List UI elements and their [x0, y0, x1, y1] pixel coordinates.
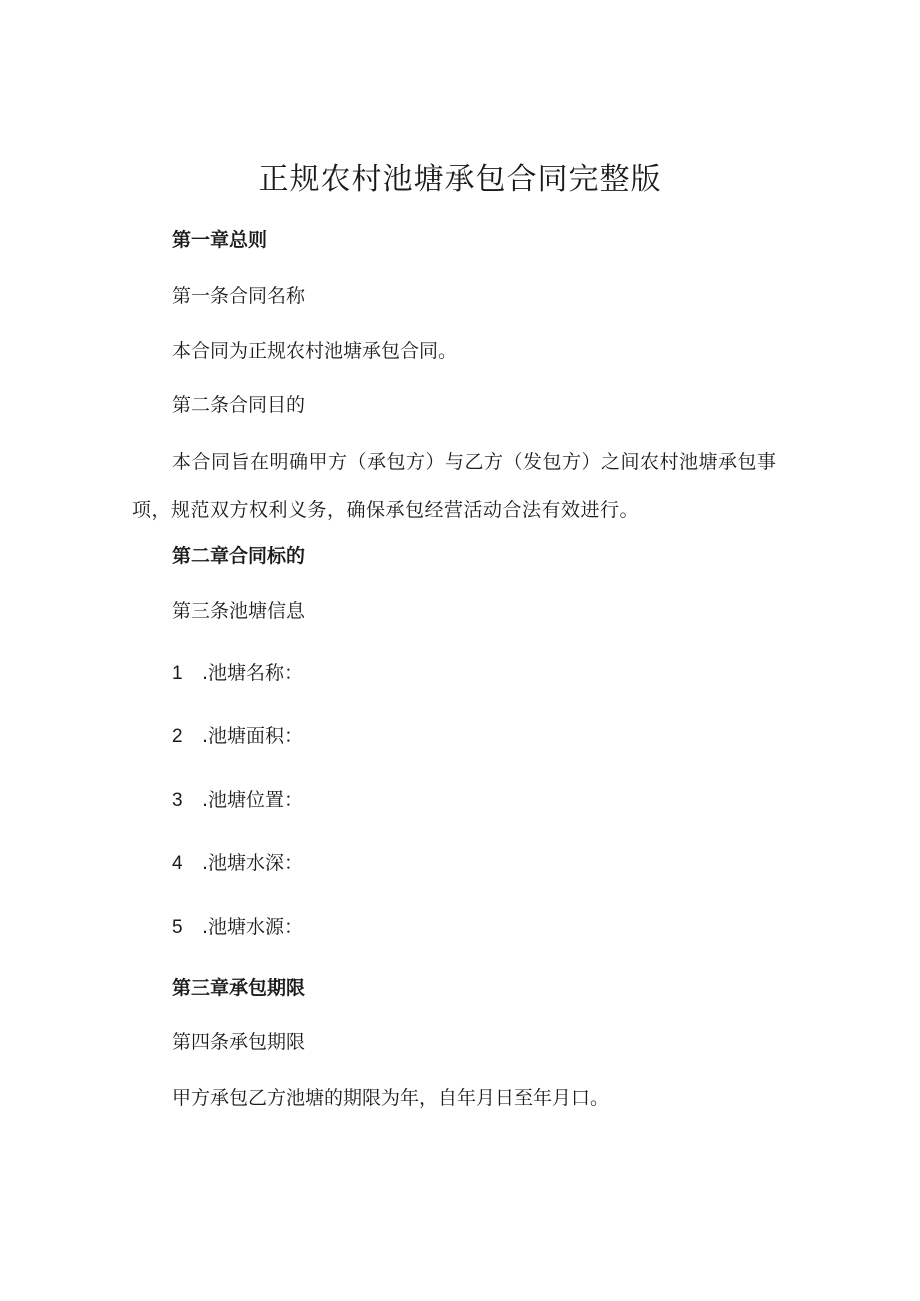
pond-info-item: [172, 722, 303, 751]
pond-info-item: [172, 913, 303, 942]
pond-info-item-number: 3: [172, 790, 183, 811]
pond-info-item: [172, 786, 303, 815]
pond-info-item: [172, 849, 303, 878]
pond-info-item-label: .池塘面积：: [202, 725, 304, 747]
pond-info-item-number: 5: [172, 917, 183, 938]
chapter-2-heading: 第二章合同标的: [172, 545, 306, 567]
article-3-heading: 第三条池塘信息: [172, 600, 306, 622]
pond-info-item-number: 2: [172, 726, 183, 747]
pond-info-item-label: .池塘水深：: [202, 852, 304, 874]
article-4-text: 甲方承包乙方池塘的期限为年，自年月日至年月口。: [172, 1087, 610, 1109]
pond-info-item-label: .池塘位置：: [202, 789, 304, 811]
article-2-text: 本合同旨在明确甲方（承包方）与乙方（发包方）之间农村池塘承包事项，规范双方权利义务，确保承包经营活动合法有效进行。: [132, 451, 777, 521]
article-1-text: 本合同为正规农村池塘承包合同。: [172, 340, 458, 362]
pond-info-item-number: 4: [172, 853, 183, 874]
pond-info-item-label: .池塘名称：: [202, 662, 304, 684]
pond-info-item-number: 1: [172, 663, 183, 684]
article-1-heading: 第一条合同名称: [172, 285, 306, 307]
pond-info-item: [172, 659, 303, 688]
document-title: 正规农村池塘承包合同完整版: [258, 162, 662, 197]
article-2-heading: 第二条合同目的: [172, 394, 306, 416]
chapter-1-heading: 第一章总则: [172, 229, 268, 251]
article-4-heading: 第四条承包期限: [172, 1031, 306, 1053]
pond-info-item-label: .池塘水源：: [202, 916, 304, 938]
chapter-3-heading: 第三章承包期限: [172, 977, 306, 999]
